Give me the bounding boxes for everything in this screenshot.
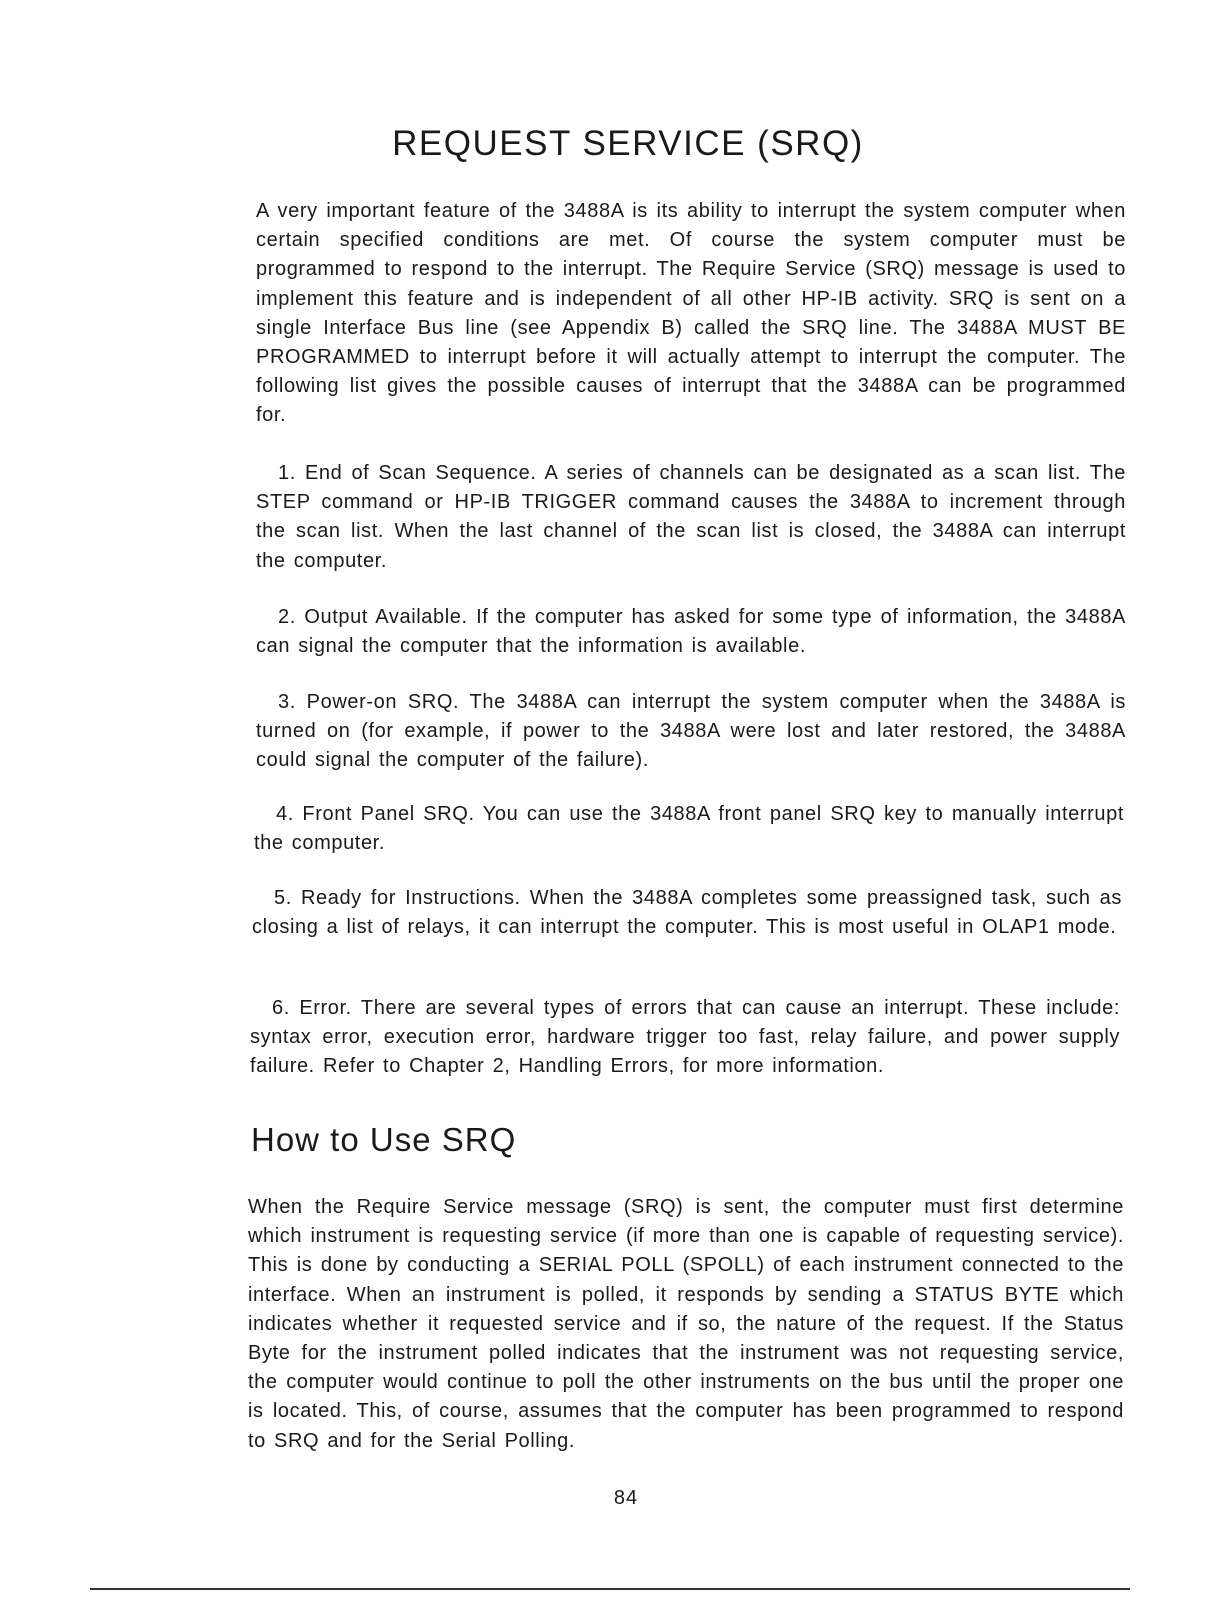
list-item-text: End of Scan Sequence. A series of channels can be designated as a scan list. The STEP command or HP-IB TRIGGER command causes the 3488A to increment through the scan list. When the last channel of the scan list is closed, the 3488A can interrupt the computer. bbox=[256, 462, 1126, 572]
list-item-2 bbox=[256, 603, 1126, 661]
list-item-text: Output Available. If the computer has asked for some type of information, the 3488A can signal the computer that the information is available. bbox=[256, 606, 1126, 658]
list-item-text: Ready for Instructions. When the 3488A completes some preassigned task, such as closing a list of relays, it can interrupt the computer. This is most useful in OLAP1 mode. bbox=[252, 887, 1122, 939]
list-item-number: 4. bbox=[276, 803, 294, 825]
list-item-text: Error. There are several types of errors that can cause an interrupt. These include: syntax error, execution error, hardware trigger too fast, relay failure, and power supply failure. Refer to Chapter 2, Handling Errors, for more information. bbox=[250, 997, 1120, 1078]
list-item-5 bbox=[252, 884, 1122, 942]
list-item-text: Power-on SRQ. The 3488A can interrupt the system computer when the 3488A is turned on (for example, if power to the 3488A were lost and later restored, the 3488A could signal the computer of the failure). bbox=[256, 691, 1126, 772]
list-item-number: 5. bbox=[274, 887, 292, 909]
section-heading: How to Use SRQ bbox=[251, 1121, 517, 1158]
list-item-1 bbox=[256, 459, 1126, 576]
bottom-rule bbox=[90, 1588, 1130, 1590]
list-item-number: 1. bbox=[278, 462, 296, 484]
list-item-number: 6. bbox=[272, 997, 290, 1019]
page-title: REQUEST SERVICE (SRQ) bbox=[392, 124, 864, 163]
list-item-3 bbox=[256, 688, 1126, 776]
list-item-6 bbox=[250, 994, 1120, 1082]
intro-paragraph: A very important feature of the 3488A is its ability to interrupt the system computer when certain specified conditions are met. Of course the system computer must be programmed to respond to the interrupt. The Require Service (SRQ) message is used to implement this feature and is independent of all other HP-IB activity. SRQ is sent on a single Interface Bus line (see Appendix B) called the SRQ line. The 3488A MUST BE PROGRAMMED to interrupt before it will actually attempt to interrupt the computer. The following list gives the possible causes of interrupt that the 3488A can be programmed for. bbox=[256, 200, 1126, 427]
list-item-number: 2. bbox=[278, 606, 296, 628]
list-item-4 bbox=[254, 800, 1124, 858]
page-number: 84 bbox=[613, 1487, 639, 1509]
list-item-text: Front Panel SRQ. You can use the 3488A front panel SRQ key to manually interrupt the computer. bbox=[254, 803, 1124, 855]
howto-paragraph: When the Require Service message (SRQ) is sent, the computer must first determine which instrument is requesting service (if more than one is capable of requesting service). This is done by conducting a SERIAL POLL (SPOLL) of each instrument connected to the interface. When an instrument is polled, it responds by sending a STATUS BYTE which indicates whether it requested service and if so, the nature of the request. If the Status Byte for the instrument polled indicates that the instrument was not requesting service, the computer would continue to poll the other instruments on the bus until the proper one is located. This, of course, assumes that the computer has been programmed to respond to SRQ and for the Serial Polling. bbox=[248, 1196, 1124, 1452]
list-item-number: 3. bbox=[278, 691, 296, 713]
